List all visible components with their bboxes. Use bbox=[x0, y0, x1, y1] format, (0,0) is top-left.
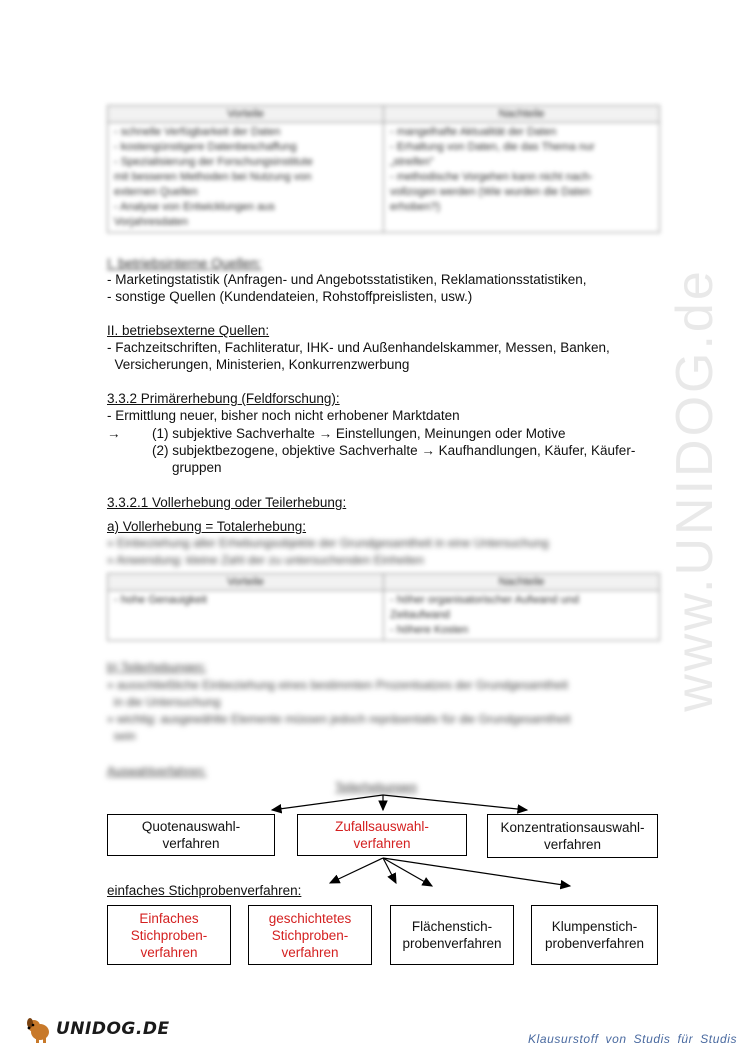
box-line: verfahren bbox=[162, 836, 220, 851]
section3-item2-cont: gruppen bbox=[172, 460, 222, 475]
box-line: Stichproben- bbox=[271, 927, 349, 943]
box-line: Quotenauswahl- bbox=[141, 819, 241, 834]
table-line: - schnelle Verfügbarkeit der Daten bbox=[114, 126, 281, 138]
connector-line bbox=[383, 858, 432, 886]
diagram-heading: Auswahlverfahren: bbox=[107, 764, 207, 778]
box-line: Einfaches bbox=[139, 910, 199, 926]
box-line: Flächenstich- bbox=[411, 919, 493, 934]
table-line: vollzogen werden (Wie wurden die Daten bbox=[390, 186, 591, 198]
section3-heading: 3.3.2 Primärerhebung (Feldforschung): bbox=[107, 391, 340, 406]
connector-line bbox=[383, 795, 527, 810]
diagram-box-quota bbox=[107, 814, 275, 856]
arrow-icon: → bbox=[107, 426, 121, 441]
table-line: erhoben?) bbox=[390, 201, 441, 213]
table-line: - methodische Vorgehen kann nicht nach- bbox=[390, 171, 594, 183]
table-line: Zeitaufwand bbox=[390, 609, 450, 621]
box-line: verfahren bbox=[353, 836, 411, 851]
table-line: - Analyse von Entwicklungen aus bbox=[114, 201, 275, 213]
table1-head-right: Nachteile bbox=[384, 106, 660, 123]
section3-item1: (1) subjektive Sachverhalte → Einstellungen, Meinungen oder Motive bbox=[152, 426, 566, 441]
connector-line bbox=[383, 858, 396, 883]
section1-line: - sonstige Quellen (Kundendateien, Rohstoffpreislisten, usw.) bbox=[107, 289, 473, 304]
section4-sub-a: a) Vollerhebung = Totalerhebung: bbox=[107, 519, 307, 534]
table-line: - mangelhafte Aktualität der Daten bbox=[390, 126, 557, 138]
footer-tagline: Klausurstoff von Studis für Studis bbox=[528, 1032, 738, 1046]
diagram-root: Teilerhebungen bbox=[335, 780, 418, 794]
box-line: verfahren bbox=[281, 944, 339, 960]
table-line: - höhere Kosten bbox=[390, 624, 469, 636]
section5-line: sein bbox=[107, 729, 136, 743]
connector-line bbox=[383, 858, 570, 886]
connector-line bbox=[272, 795, 383, 810]
table-line: - kostengünstigere Datenbeschaffung bbox=[114, 141, 297, 153]
table2-head-right: Nachteile bbox=[384, 574, 660, 591]
box-line: Konzentrationsauswahl- bbox=[500, 820, 645, 835]
section5-line: in die Untersuchung bbox=[107, 695, 221, 709]
pros-cons-table-secondary bbox=[107, 105, 660, 233]
table1-right-cell bbox=[384, 123, 660, 233]
table2-left-cell bbox=[108, 591, 384, 641]
section5-line: » ausschließliche Einbeziehung eines bestimmten Prozentsatzes der Grundgesamtheit bbox=[107, 678, 568, 692]
section2-line: Versicherungen, Ministerien, Konkurrenzwerbung bbox=[107, 357, 410, 372]
table1-head-left: Vorteile bbox=[108, 106, 384, 123]
table2-head-left: Vorteile bbox=[108, 574, 384, 591]
box-line: verfahren bbox=[140, 944, 198, 960]
box-line: probenverfahren bbox=[402, 936, 502, 951]
section5-line: » wichtig: ausgewählte Elemente müssen jedoch repräsentativ für die Grundgesamtheit bbox=[107, 712, 571, 726]
table-line: externen Quellen bbox=[114, 186, 198, 198]
section4-heading: 3.3.2.1 Vollerhebung oder Teilerhebung: bbox=[107, 495, 347, 510]
section5-heading: b) Teilerhebungen: bbox=[107, 660, 207, 674]
table-line: - hohe Genauigkeit bbox=[114, 594, 207, 606]
table1-left-cell bbox=[108, 123, 384, 233]
table-line: - Spezialisierung der Forschungsinstitute bbox=[114, 156, 313, 168]
section4-bullet: » Einbeziehung aller Erhebungsobjekte der Grundgesamtheit in eine Untersuchung bbox=[107, 536, 549, 550]
logo-text: UNIDOG.DE bbox=[56, 1019, 170, 1039]
box-line: geschichtetes bbox=[268, 910, 352, 926]
section3-item2: (2) subjektbezogene, objektive Sachverhalte → Kaufhandlungen, Käufer, Käufer- bbox=[152, 443, 636, 458]
table-line: - höher organisatorischer Aufwand und bbox=[390, 594, 579, 606]
section2-heading: II. betriebsexterne Quellen: bbox=[107, 323, 270, 338]
pros-cons-table-full bbox=[107, 573, 660, 641]
watermark bbox=[655, 250, 735, 730]
section2-line: - Fachzeitschriften, Fachliteratur, IHK- und Außenhandelskammer, Messen, Banken, bbox=[107, 340, 610, 355]
dog-icon bbox=[24, 1014, 54, 1044]
diagram-box-cluster-sample bbox=[531, 905, 658, 965]
table-line: mit besseren Methoden bei Nutzung von bbox=[114, 171, 312, 183]
box-line: verfahren bbox=[543, 837, 602, 852]
diagram-box-area-sample bbox=[390, 905, 514, 965]
section3-line: - Ermittlung neuer, bisher noch nicht erhobener Marktdaten bbox=[107, 408, 460, 423]
diagram-box-random bbox=[297, 814, 467, 856]
table-line: Vorjahresdaten bbox=[114, 216, 188, 228]
diagram-box-stratified-sample bbox=[248, 905, 372, 965]
diagram-box-simple-sample bbox=[107, 905, 231, 965]
footer-logo bbox=[24, 1014, 170, 1044]
table2-right-cell bbox=[384, 591, 660, 641]
diagram-sub-label: einfaches Stichprobenverfahren: bbox=[107, 883, 302, 898]
table-line: „streifen" bbox=[390, 156, 434, 168]
section4-bullet: » Anwendung: kleine Zahl der zu untersuchenden Einheiten bbox=[107, 553, 424, 567]
box-line: Klumpenstich- bbox=[551, 919, 638, 934]
diagram-box-concentration bbox=[487, 814, 658, 858]
connector-line bbox=[330, 858, 383, 883]
box-line: probenverfahren bbox=[544, 936, 645, 951]
table-line: - Erhaltung von Daten, die das Thema nur bbox=[390, 141, 595, 153]
box-line: Zufallsauswahl- bbox=[335, 819, 429, 834]
watermark-text: www.UNIDOG.de bbox=[666, 268, 724, 712]
box-line: Stichproben- bbox=[130, 927, 208, 943]
section1-line: - Marketingstatistik (Anfragen- und Angebotsstatistiken, Reklamationsstatistiken, bbox=[107, 272, 587, 287]
section1-heading: I. betriebsinterne Quellen: bbox=[107, 256, 262, 271]
